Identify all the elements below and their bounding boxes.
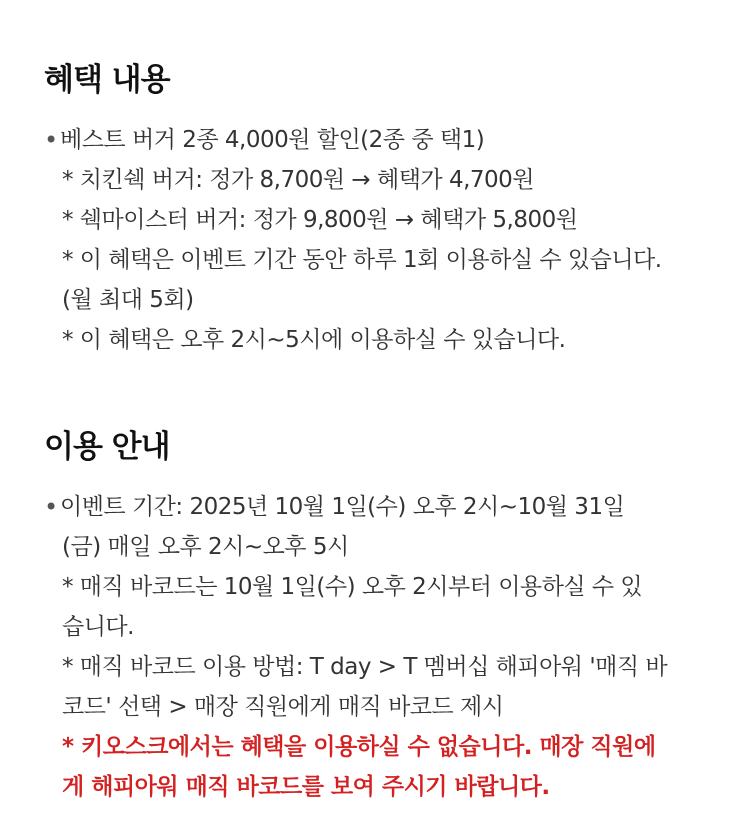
usage-line: 이벤트 기간: 2025년 10월 1일(수) 오후 2시~10월 31일 <box>60 494 625 520</box>
usage-line: (금) 매일 오후 2시~오후 5시 <box>62 534 349 560</box>
usage-line: 코드' 선택 > 매장 직원에게 매직 바코드 제시 <box>62 694 504 720</box>
benefit-line: * 치킨쉑 버거: 정가 8,700원 → 혜택가 4,700원 <box>62 167 535 193</box>
usage-bullet <box>44 487 724 807</box>
benefit-line: * 이 혜택은 오후 2시~5시에 이용하실 수 있습니다. <box>62 327 566 353</box>
benefit-line: * 쉑마이스터 버거: 정가 9,800원 → 혜택가 5,800원 <box>62 207 578 233</box>
benefit-line: * 이 혜택은 이벤트 기간 동안 하루 1회 이용하실 수 있습니다. <box>62 247 662 273</box>
kiosk-warning-line: 게 해피아워 매직 바코드를 보여 주시기 바랍니다. <box>62 774 550 800</box>
benefit-bullet <box>44 120 724 360</box>
benefit-section-title: 혜택 내용 <box>44 62 170 98</box>
usage-section-title: 이용 안내 <box>44 429 170 465</box>
usage-line: * 매직 바코드는 10월 1일(수) 오후 2시부터 이용하실 수 있 <box>62 574 643 600</box>
usage-lines <box>60 487 724 807</box>
bullet-dot-icon: • <box>44 493 59 521</box>
bullet-dot-icon: • <box>44 126 59 154</box>
usage-section <box>44 427 724 807</box>
benefit-line: (월 최대 5회) <box>62 287 194 313</box>
benefit-line: 베스트 버거 2종 4,000원 할인(2종 중 택1) <box>60 127 485 153</box>
benefit-lines <box>60 120 724 360</box>
usage-line: * 매직 바코드 이용 방법: T day > T 멤버십 해피아워 '매직 바 <box>62 654 668 680</box>
kiosk-warning-line: * 키오스크에서는 혜택을 이용하실 수 없습니다. 매장 직원에 <box>62 734 656 760</box>
benefit-section <box>44 60 724 360</box>
usage-line: 습니다. <box>62 614 134 640</box>
